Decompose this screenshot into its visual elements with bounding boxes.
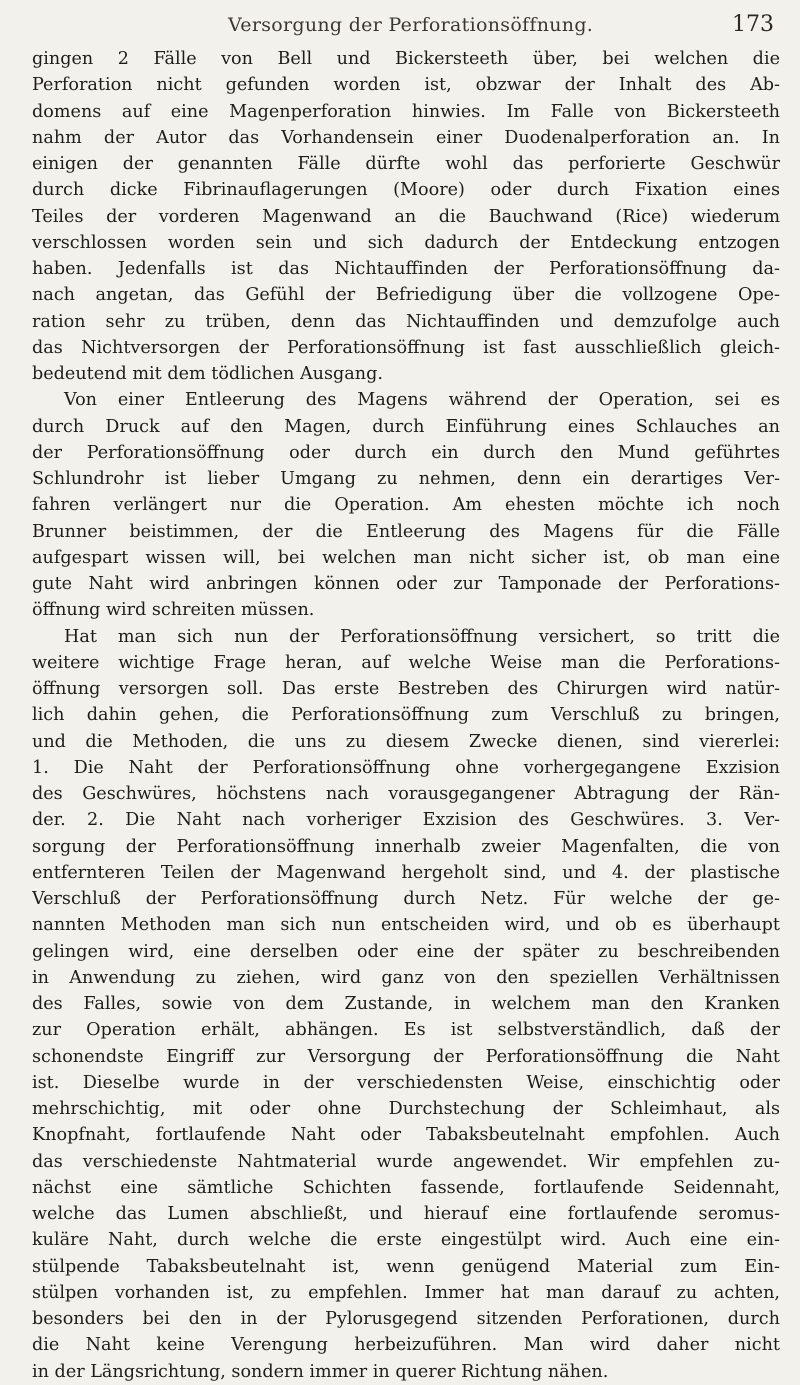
text-line: der Perforationsöffnung oder durch ein durch den Mund geführtes [32,442,780,463]
running-title: Versorgung der Perforationsöffnung. [228,14,594,36]
text-line: zur Operation erhält, abhängen. Es ist selbstverständlich, daß der [32,1020,780,1041]
text-line: stülpen vorhanden ist, zu empfehlen. Immer hat man darauf zu achten, [32,1282,780,1303]
text-line: nach angetan, das Gefühl der Befriedigung über die vollzogene Ope- [32,285,780,306]
text-line: einigen der genannten Fälle dürfte wohl das perforierte Geschwür [32,154,780,174]
text-line: das Nichtversorgen der Perforationsöffnung ist fast ausschließlich gleich- [32,337,780,358]
text-line: öffnung versorgen soll. Das erste Bestreben des Chirurgen wird natür- [32,679,780,699]
text-line: aufgespart wissen will, bei welchen man nicht sicher ist, ob man eine [32,547,780,568]
text-line: schonendste Eingriff zur Versorgung der Perforationsöffnung die Naht [32,1046,780,1067]
text-line: des Geschwüres, höchstens nach vorausgegangener Abtragung der Rän- [32,784,780,804]
text-line: besonders bei den in der Pylorusgegend sitzenden Perforationen, durch [32,1309,780,1329]
text-line: die Naht keine Verengung herbeizuführen. Man wird daher nicht [32,1335,780,1356]
text-line: welche das Lumen abschließt, und hierauf eine fortlaufende seromus- [32,1204,780,1224]
text-line: Brunner beistimmen, der die Entleerung des Magens für die Fälle [32,521,780,542]
text-line: Von einer Entleerung des Magens während der Operation, sei es [64,390,780,411]
text-line: und die Methoden, die uns zu diesem Zwecke dienen, sind viererlei: [32,731,780,752]
text-line: Hat man sich nun der Perforationsöffnung versichert, so tritt die [64,626,780,647]
body-text [32,46,780,1385]
text-line: Schlundrohr ist lieber Umgang zu nehmen, denn ein derartiges Ver- [32,469,780,489]
text-line: gute Naht wird anbringen können oder zur Tamponade der Perforations- [32,574,780,594]
text-line: durch Druck auf den Magen, durch Einführung eines Schlauches an [32,416,780,437]
text-line: gelingen wird, eine derselben oder eine der später zu beschreibenden [32,941,780,962]
text-line: Verschluß der Perforationsöffnung durch Netz. Für welche der ge- [32,889,780,909]
text-line: nannten Methoden man sich nun entscheiden wird, und ob es überhaupt [32,915,780,936]
text-line: des Falles, sowie von dem Zustande, in welchem man den Kranken [32,994,780,1014]
text-line: domens auf eine Magenperforation hinwies. Im Falle von Bickersteeth [32,101,780,122]
text-line: bedeutend mit dem tödlichen Ausgang. [32,364,383,384]
text-line: ist. Dieselbe wurde in der verschiedensten Weise, einschichtig oder [32,1072,780,1093]
text-line: in Anwendung zu ziehen, wird ganz von den speziellen Verhältnissen [32,967,780,988]
text-line: Teiles der vorderen Magenwand an die Bauchwand (Rice) wiederum [32,206,780,227]
text-line: haben. Jedenfalls ist das Nichtauffinden der Perforationsöffnung da- [32,259,780,279]
text-line: das verschiedenste Nahtmaterial wurde angewendet. Wir empfehlen zu- [32,1151,780,1172]
text-line: sorgung der Perforationsöffnung innerhalb zweier Magenfalten, die von [32,836,780,857]
text-line: nahm der Autor das Vorhandensein einer Duodenalperforation an. In [32,127,780,148]
text-line: lich dahin gehen, die Perforationsöffnung zum Verschluß zu bringen, [32,705,780,726]
text-line: fahren verlängert nur die Operation. Am ehesten möchte ich noch [32,495,780,516]
text-line: Perforation nicht gefunden worden ist, obzwar der Inhalt des Ab- [32,75,780,96]
text-line: 1. Die Naht der Perforationsöffnung ohne vorhergegangene Exzision [32,757,780,778]
page-number: 173 [732,12,774,37]
text-line: weitere wichtige Frage heran, auf welche Weise man die Perforations- [32,652,780,673]
text-line: in der Längsrichtung, sondern immer in querer Richtung nähen. [32,1361,609,1382]
text-line: öffnung wird schreiten müssen. [32,600,315,621]
text-line: Knopfnaht, fortlaufende Naht oder Tabaksbeutelnaht empfohlen. Auch [32,1125,780,1146]
text-line: durch dicke Fibrinauflagerungen (Moore) oder durch Fixation eines [32,180,780,201]
text-line: kuläre Naht, durch welche die erste eingestülpt wird. Auch eine ein- [32,1230,780,1251]
text-line: mehrschichtig, mit oder ohne Durchstechung der Schleimhaut, als [32,1099,780,1119]
text-line: stülpende Tabaksbeutelnaht ist, wenn genügend Material zum Ein- [32,1256,780,1277]
text-line: nächst eine sämtliche Schichten fassende, fortlaufende Seidennaht, [32,1177,780,1198]
text-line: verschlossen worden sein und sich dadurch der Entdeckung entzogen [32,232,780,253]
text-line: entfernteren Teilen der Magenwand hergeholt sind, und 4. der plastische [32,862,780,883]
text-line: der. 2. Die Naht nach vorheriger Exzision des Geschwüres. 3. Ver- [32,810,780,831]
text-line: ration sehr zu trüben, denn das Nichtauffinden und demzufolge auch [32,311,780,332]
text-line: gingen 2 Fälle von Bell und Bickersteeth über, bei welchen die [32,49,780,69]
